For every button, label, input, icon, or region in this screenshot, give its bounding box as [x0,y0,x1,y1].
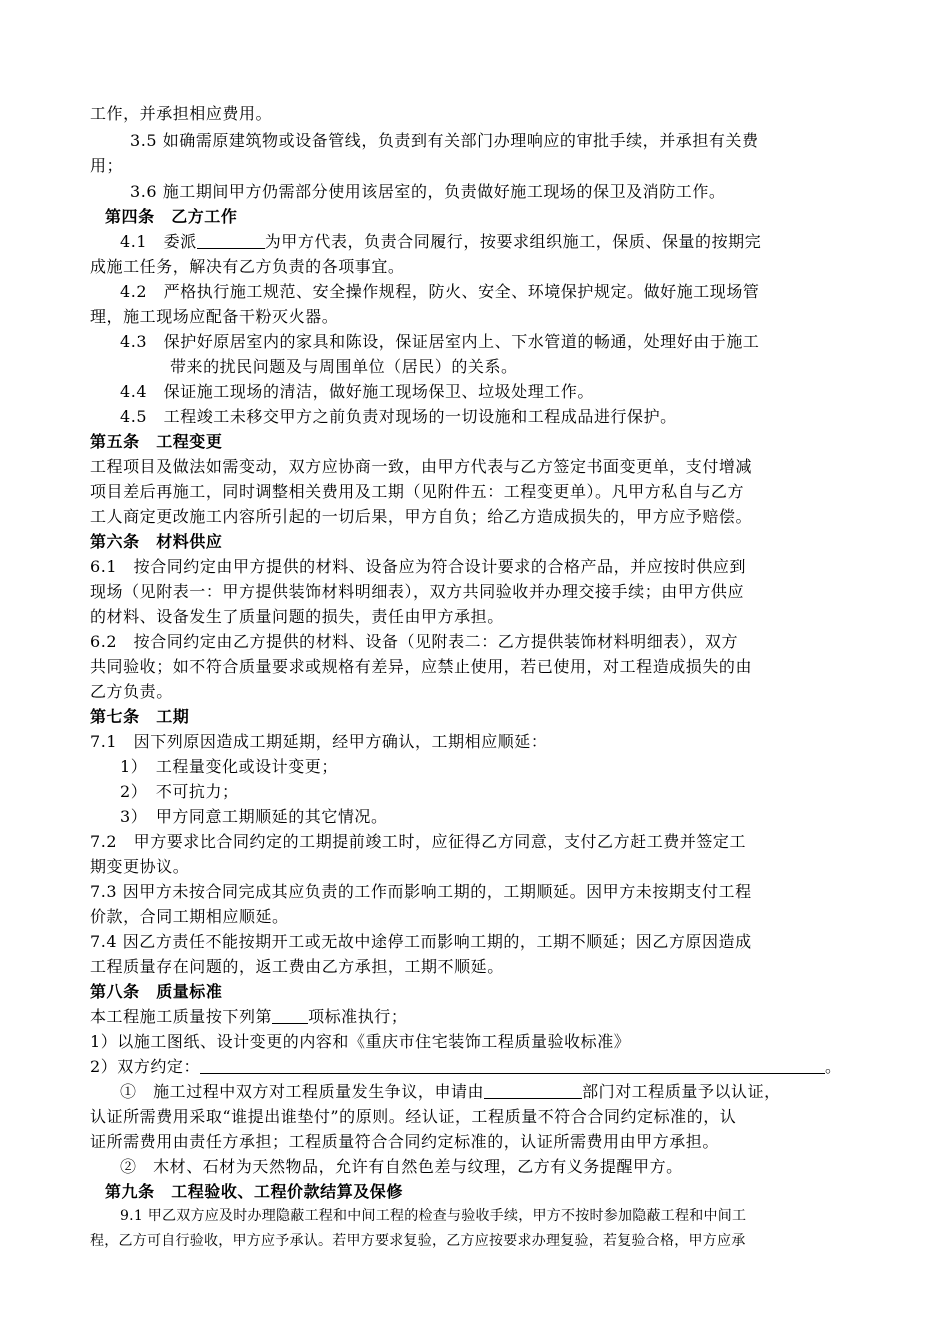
paragraph-line: 的材料、设备发生了质量问题的损失，责任由甲方承担。 [90,607,504,626]
paragraph-line: 证所需费用由责任方承担；工程质量符合合同约定标准的，认证所需费用由甲方承担。 [90,1132,719,1151]
paragraph-line: 成施工任务，解决有乙方负责的各项事宜。 [90,257,405,276]
article-5-heading: 第五条 工程变更 [90,432,223,451]
clause-4-5: 4.5 工程竣工未移交甲方之前负责对现场的一切设施和工程成品进行保护。 [120,407,677,426]
paragraph-line: 共同验收；如不符合质量要求或规格有差异，应禁止使用，若已使用，对工程造成损失的由 [90,657,753,676]
paragraph-line: 带来的扰民问题及与周围单位（居民）的关系。 [170,357,518,376]
list-item: 2） 不可抗力； [120,782,239,801]
paragraph-line: 现场（见附表一：甲方提供装饰材料明细表），双方共同验收并办理交接手续；由甲方供应 [90,582,745,601]
clause-3-5: 3.5 如确需原建筑物或设备管线，负责到有关部门办理响应的审批手续，并承担有关费 [130,131,759,150]
clause-6-2: 6.2 按合同约定由乙方提供的材料、设备（见附表二：乙方提供装饰材料明细表），双方 [90,632,738,651]
paragraph-line: 项目差后再施工，同时调整相关费用及工期（见附件五：工程变更单）。凡甲方私自与乙方 [90,482,745,501]
paragraph-line: 理，施工现场应配备干粉灭火器。 [90,307,339,326]
fill-in-blank-standard [272,1007,308,1024]
paragraph-line: 工人商定更改施工内容所引起的一切后果，甲方自负；给乙方造成损失的，甲方应予赔偿。 [90,507,753,526]
list-item: 3） 甲方同意工期顺延的其它情况。 [120,807,388,826]
paragraph-line: ② 木材、石材为天然物品，允许有自然色差与纹理，乙方有义务提醒甲方。 [120,1157,683,1176]
paragraph-line: 工程项目及做法如需变动，双方应协商一致，由甲方代表与乙方签定书面变更单，支付增减 [90,457,753,476]
clause-text: 本工程施工质量按下列第 [90,1007,273,1026]
clause-text: 部门对工程质量予以认证， [582,1082,781,1101]
list-item [90,1054,870,1079]
paragraph-line: 程，乙方可自行验收，甲方应予承认。若甲方要求复验，乙方应按要求办理复验，若复验合格，甲方应承 [90,1233,746,1249]
paragraph-line [90,1004,860,1029]
clause-4-2: 4.2 严格执行施工规范、安全操作规程，防火、安全、环境保护规定。做好施工现场管 [120,282,760,301]
clause-3-6: 3.6 施工期间甲方仍需部分使用该居室的，负责做好施工现场的保卫及消防工作。 [130,182,726,201]
article-7-heading: 第七条 工期 [90,707,190,726]
paragraph-line: 用； [90,156,124,175]
fill-in-blank-department [484,1082,582,1099]
paragraph-line: 期变更协议。 [90,857,190,876]
clause-4-4: 4.4 保证施工现场的清洁，做好施工现场保卫、垃圾处理工作。 [120,382,594,401]
fill-in-blank-representative [197,232,265,249]
clause-7-4: 7.4 因乙方责任不能按期开工或无故中途停工而影响工期的，工期不顺延；因乙方原因造成 [90,932,752,951]
article-4-heading: 第四条 乙方工作 [105,207,238,226]
list-item: 1） 工程量变化或设计变更； [120,757,338,776]
clause-7-2: 7.2 甲方要求比合同约定的工期提前竣工时，应征得乙方同意，支付乙方赶工费并签定工 [90,832,746,851]
paragraph-line: 价款，合同工期相应顺延。 [90,907,289,926]
clause-text: 2）双方约定： [90,1057,201,1076]
clause-7-3: 7.3 因甲方未按合同完成其应负责的工作而影响工期的，工期顺延。因甲方未按期支付工程 [90,882,752,901]
fill-in-blank-agreement [200,1057,825,1074]
paragraph-line: 工作，并承担相应费用。 [90,104,273,123]
clause-text: 项标准执行； [308,1007,408,1026]
clause-text: 4.1 委派 [120,232,197,251]
paragraph-line [120,1079,860,1104]
article-6-heading: 第六条 材料供应 [90,532,223,551]
paragraph-line: 认证所需费用采取“谁提出谁垫付”的原则。经认证，工程质量不符合合同约定标准的，认 [90,1107,737,1126]
clause-6-1: 6.1 按合同约定由甲方提供的材料、设备应为符合设计要求的合格产品，并应按时供应到 [90,557,746,576]
article-9-heading: 第九条 工程验收、工程价款结算及保修 [105,1182,403,1201]
clause-text: ① 施工过程中双方对工程质量发生争议，申请由 [120,1082,485,1101]
article-8-heading: 第八条 质量标准 [90,982,223,1001]
clause-4-1 [120,229,860,254]
list-item: 1）以施工图纸、设计变更的内容和《重庆市住宅装饰工程质量验收标准》 [90,1032,631,1051]
clause-text: 。 [825,1057,842,1076]
clause-text: 为甲方代表，负责合同履行，按要求组织施工，保质、保量的按期完 [264,232,762,251]
paragraph-line: 乙方负责。 [90,682,173,701]
clause-4-3: 4.3 保护好原居室内的家具和陈设，保证居室内上、下水管道的畅通，处理好由于施工 [120,332,760,351]
paragraph-line: 工程质量存在问题的，返工费由乙方承担，工期不顺延。 [90,957,504,976]
clause-7-1: 7.1 因下列原因造成工期延期，经甲方确认，工期相应顺延： [90,732,548,751]
clause-9-1: 9.1 甲乙双方应及时办理隐蔽工程和中间工程的检查与验收手续，甲方不按时参加隐蔽工程和中间工 [120,1208,747,1224]
